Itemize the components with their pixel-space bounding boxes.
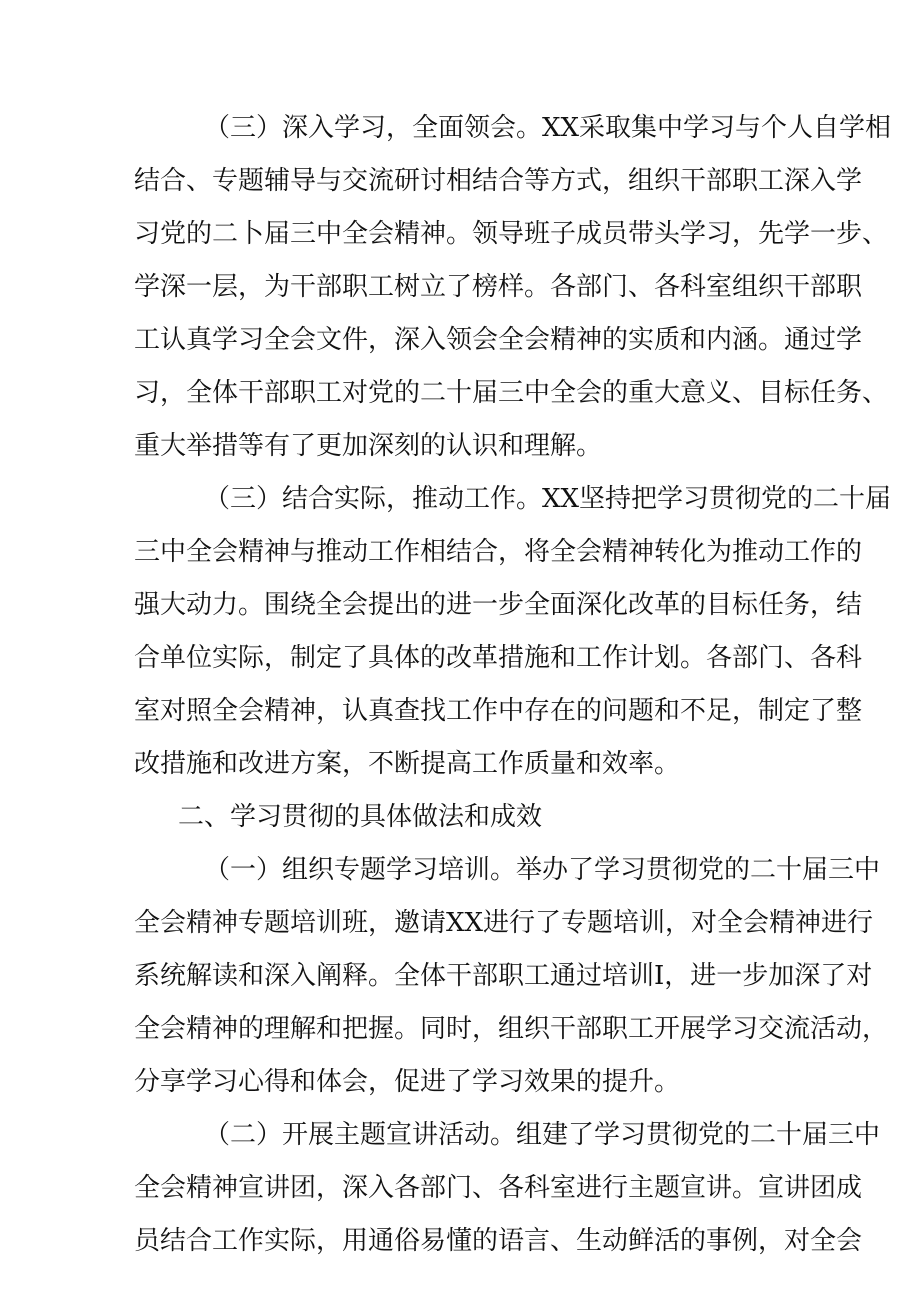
section-heading-2: 二、学习贯彻的具体做法和成效 — [178, 802, 543, 832]
paragraph-3-line-3: 习党的二卜届三中全会精神。领导班子成员带头学习，先学一步、 — [134, 219, 889, 249]
paragraph-4-line-6: 改措施和改进方案，不断提高工作质量和效率。 — [134, 749, 681, 779]
paragraph-3-line-7: 重大举措等有了更加深刻的认识和理解。 — [134, 431, 603, 461]
paragraph-4-line-2: 三中全会精神与推动工作相结合，将全会精神转化为推动工作的 — [134, 537, 863, 567]
paragraph-4-line-4: 合单位实际，制定了具体的改革措施和工作计划。各部门、各科 — [134, 643, 863, 673]
paragraph-5-line-1: （一）组织专题学习培训。举办了学习贯彻党的二十届三中 — [204, 855, 881, 885]
paragraph-5-line-5: 分享学习心得和体会，促进了学习效果的提升。 — [134, 1067, 681, 1097]
paragraph-5-line-2: 全会精神专题培训班，邀请XX进行了专题培训，对全会精神进行 — [134, 908, 874, 938]
paragraph-4-line-1: （三）结合实际，推动工作。XX坚持把学习贯彻党的二十届 — [204, 484, 892, 514]
paragraph-4-line-5: 室对照全会精神，认真查找工作中存在的问题和不足，制定了整 — [134, 696, 863, 726]
paragraph-6-line-1: （二）开展主题宣讲活动。组建了学习贯彻党的二十届三中 — [204, 1120, 881, 1150]
paragraph-5-line-4: 全会精神的理解和把握。同时，组织干部职工开展学习交流活动， — [134, 1014, 889, 1044]
paragraph-6-line-2: 全会精神宣讲团，深入各部门、各科室进行主题宣讲。宣讲团成 — [134, 1173, 863, 1203]
paragraph-6-line-3: 员结合工作实际，用通俗易懂的语言、生动鲜活的事例，对全会 — [134, 1226, 863, 1256]
paragraph-3-line-4: 学深一层，为干部职工树立了榜样。各部门、各科室组织干部职 — [134, 272, 863, 302]
paragraph-3-line-1: （三）深入学习，全面领会。XX采取集中学习与个人自学相 — [204, 113, 892, 143]
paragraph-3-line-5: 工认真学习全会文件，深入领会全会精神的实质和内涵。通过学 — [134, 325, 863, 355]
paragraph-3-line-2: 结合、专题辅导与交流研讨相结合等方式，组织干部职工深入学 — [134, 166, 863, 196]
paragraph-5-line-3: 系统解读和深入阐释。全体干部职工通过培训I，进一步加深了对 — [134, 961, 873, 991]
paragraph-4-line-3: 强大动力。围绕全会提出的进一步全面深化改革的目标任务，结 — [134, 590, 863, 620]
paragraph-3-line-6: 习，全体干部职工对党的二十届三中全会的重大意义、目标任务、 — [134, 378, 889, 408]
